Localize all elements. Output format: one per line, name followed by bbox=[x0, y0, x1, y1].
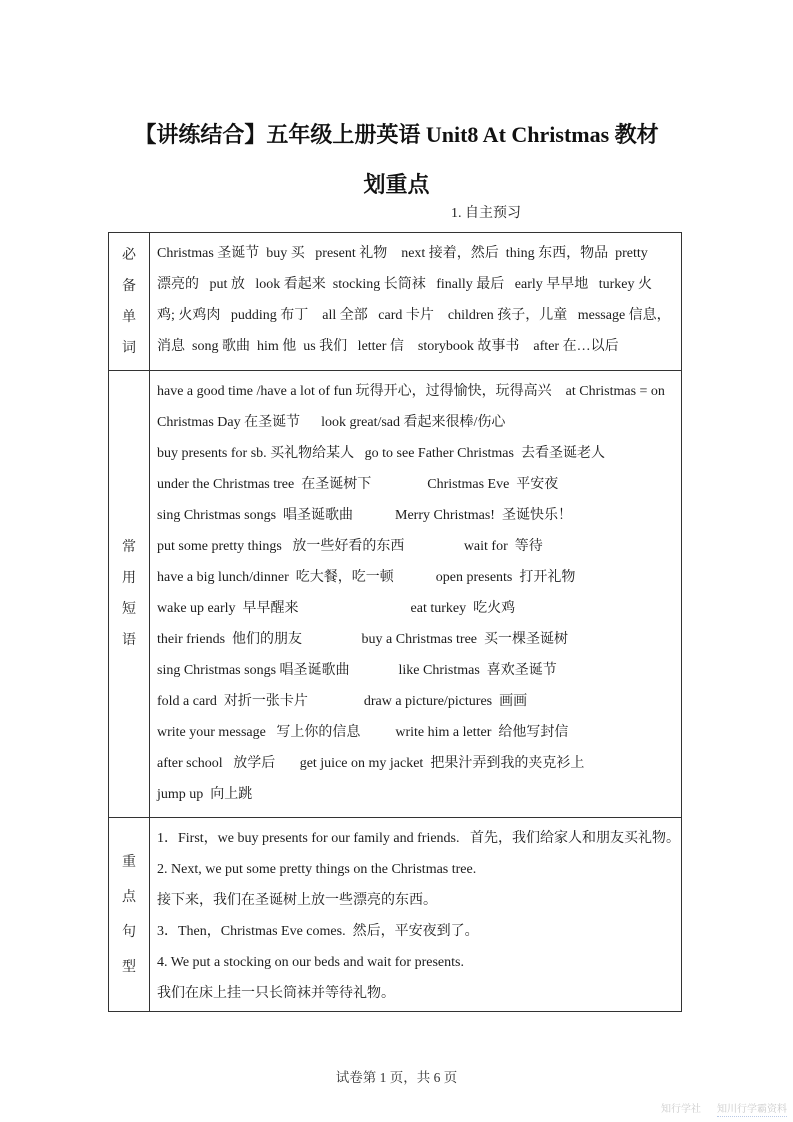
section-heading: 1. 自主预习 bbox=[451, 206, 521, 221]
text-line: 4. We put a stocking on our beds and wait for presents. bbox=[157, 955, 464, 970]
text-line: buy presents for sb. 买礼物给某人 go to see Father Christmas 去看圣诞老人 bbox=[157, 446, 605, 461]
watermark-left: 知行学社 bbox=[661, 1104, 701, 1115]
text-line: 漂亮的 put 放 look 看起来 stocking 长筒袜 finally 最后 early 早早地 turkey 火 bbox=[157, 277, 653, 292]
text-line: Christmas 圣诞节 buy 买 present 礼物 next 接着，然后 thing 东西，物品 pretty bbox=[157, 246, 648, 261]
watermark-right: 知川行学霸资料 bbox=[717, 1104, 787, 1115]
text-line: 我们在床上挂一只长筒袜并等待礼物。 bbox=[157, 986, 395, 1001]
text-line: under the Christmas tree 在圣诞树下 Christmas Eve 平安夜 bbox=[157, 477, 559, 492]
row-label-char: 型 bbox=[122, 959, 136, 975]
text-line: have a good time /have a lot of fun 玩得开心，过得愉快，玩得高兴 at Christmas = on bbox=[157, 384, 665, 399]
text-line: Christmas Day 在圣诞节 look great/sad 看起来很棒/伤心 bbox=[157, 415, 506, 430]
text-line: put some pretty things 放一些好看的东西 wait for 等待 bbox=[157, 539, 543, 554]
text-line: 1．First，we buy presents for our family and friends. 首先，我们给家人和朋友买礼物。 bbox=[157, 831, 680, 846]
key-sentences-content bbox=[150, 818, 681, 1011]
row-label-char: 短 bbox=[122, 602, 136, 617]
row-label-char: 重 bbox=[122, 854, 136, 870]
table-row-essential-words bbox=[109, 233, 681, 370]
text-line: 3．Then，Christmas Eve comes. 然后，平安夜到了。 bbox=[157, 924, 479, 939]
essential-words-content bbox=[150, 233, 681, 370]
text-line: 鸡; 火鸡肉 pudding 布丁 all 全部 card 卡片 children 孩子，儿童 message 信息， bbox=[157, 308, 671, 323]
text-line: sing Christmas songs 唱圣诞歌曲 like Christmas 喜欢圣诞节 bbox=[157, 663, 557, 678]
text-line: 2. Next, we put some pretty things on the Christmas tree. bbox=[157, 862, 477, 877]
row-label-char: 点 bbox=[122, 889, 136, 905]
row-label-essential-words bbox=[109, 233, 150, 370]
row-label-char: 词 bbox=[122, 340, 136, 356]
row-label-char: 句 bbox=[122, 924, 136, 940]
text-line: have a big lunch/dinner 吃大餐，吃一顿 open presents 打开礼物 bbox=[157, 570, 576, 585]
page-title bbox=[0, 110, 793, 210]
row-label-key-sentences bbox=[109, 818, 150, 1011]
row-label-char: 必 bbox=[122, 247, 136, 263]
row-label-char: 单 bbox=[122, 309, 136, 325]
text-line: fold a card 对折一张卡片 draw a picture/pictures 画画 bbox=[157, 694, 528, 709]
watermark bbox=[661, 1100, 787, 1115]
text-line: after school 放学后 get juice on my jacket 把果汁弄到我的夹克衫上 bbox=[157, 756, 585, 771]
text-line: 接下来，我们在圣诞树上放一些漂亮的东西。 bbox=[157, 893, 437, 908]
page-number: 试卷第 1 页，共 6 页 bbox=[335, 1070, 458, 1085]
page-title-line-2: 划重点 bbox=[363, 172, 430, 197]
row-label-char: 常 bbox=[122, 540, 136, 555]
page-title-line-1: 【讲练结合】五年级上册英语 Unit8 At Christmas 教材 bbox=[134, 122, 659, 147]
row-label-char: 语 bbox=[122, 633, 136, 648]
row-label-common-phrases bbox=[109, 371, 150, 817]
row-label-char: 用 bbox=[122, 571, 136, 586]
text-line: jump up 向上跳 bbox=[157, 787, 253, 802]
text-line: wake up early 早早醒来 eat turkey 吃火鸡 bbox=[157, 601, 516, 616]
table-row-key-sentences bbox=[109, 817, 681, 1011]
row-label-char: 备 bbox=[122, 278, 136, 294]
text-line: sing Christmas songs 唱圣诞歌曲 Merry Christmas! 圣诞快乐！ bbox=[157, 508, 572, 523]
vocabulary-table bbox=[108, 232, 682, 1012]
text-line: 消息 song 歌曲 him 他 us 我们 letter 信 storybook 故事书 after 在…以后 bbox=[157, 339, 619, 354]
common-phrases-content bbox=[150, 371, 681, 817]
text-line: write your message 写上你的信息 write him a letter 给他写封信 bbox=[157, 725, 569, 740]
text-line: their friends 他们的朋友 buy a Christmas tree 买一棵圣诞树 bbox=[157, 632, 569, 647]
table-row-common-phrases bbox=[109, 370, 681, 817]
